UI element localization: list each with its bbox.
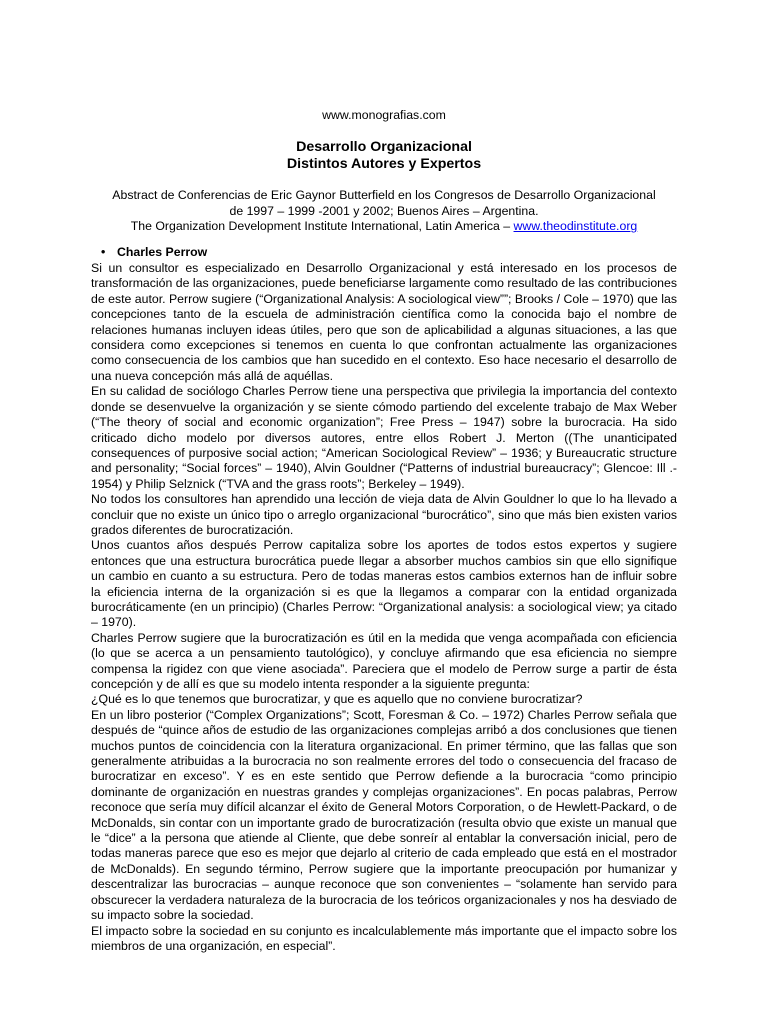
abstract-block <box>91 188 677 234</box>
document-page <box>91 108 677 954</box>
document-title: Desarrollo Organizacional <box>296 139 472 156</box>
paragraph: No todos los consultores han aprendido una lección de vieja data de Alvin Gouldner lo que lo ha llevado a concluir que no existe un único tipo o arreglo organizacional “burocrático”, sino que más bien existen varios grados diferentes de burocratización. <box>91 492 677 537</box>
paragraph: En su calidad de sociólogo Charles Perrow tiene una perspectiva que privilegia la importancia del contexto donde se desenvuelve la organización y se siente cómodo partiendo del excelente trabajo de Max Weber (“The theory of social and economic organization”; Free Press – 1947) sobre la burocracia. Ha sido criticado dicho modelo por diversos autores, entre ellos Robert J. Merton ((The unanticipated consequences of purposive social action; “American Sociological Review” – 1936; y Bureaucratic structure and personality; “Social forces” – 1940), Alvin Gouldner (“Patterns of industrial bureaucracy”; Glencoe: Ill .- 1954) y Philip Selznick (“TVA and the grass roots”; Berkeley – 1949). <box>91 384 677 491</box>
paragraph: Si un consultor es especializado en Desarrollo Organizacional y está interesado en los procesos de transformación de las organizaciones, puede beneficiarse largamente como resultado de las contribuciones de este autor. Perrow sugiere (“Organizational Analysis: A sociological view””; Brooks / Cole – 1970) que las concepciones tanto de la escuela de administración científica como la conocida bajo el nombre de relaciones humanas incluyen ideas útiles, pero que son de aplicabilidad a algunas situaciones, a las que considera como excepciones si tenemos en cuenta lo que confrontan actualmente las organizaciones como consecuencia de los cambios que han sucedido en el contexto. Eso hace necesario el desarrollo de una nueva concepción más allá de aquéllas. <box>91 261 677 383</box>
paragraph: El impacto sobre la sociedad en su conjunto es incalculablemente más importante que el impacto sobre los miembros de una organización, en especial”. <box>91 923 677 953</box>
site-url: www.monografias.com <box>322 108 446 122</box>
section-heading-text: Charles Perrow <box>117 244 208 259</box>
abstract-line-3 <box>91 219 677 234</box>
abstract-line-2: de 1997 – 1999 -2001 y 2002; Buenos Aires – Argentina. <box>229 203 539 218</box>
institute-link[interactable]: www.theodinstitute.org <box>513 219 638 234</box>
paragraph: Charles Perrow sugiere que la burocratización es útil en la medida que venga acompañada con eficiencia (lo que se acerca a un pensamiento tautológico), y concluye afirmando que esa eficiencia no siempre compensa la rigidez con que viene asociada”. Pareciera que el modelo de Perrow surge a partir de ésta concepción y de allí es que su modelo intenta responder a la siguiente pregunta: <box>91 630 677 691</box>
paragraph: ¿Qué es lo que tenemos que burocratizar, y que es aquello que no conviene burocratizar? <box>91 692 583 707</box>
abstract-line-1: Abstract de Conferencias de Eric Gaynor Butterfield en los Congresos de Desarrollo Organizacional <box>112 188 656 203</box>
document-subtitle: Distintos Autores y Expertos <box>286 156 482 173</box>
bullet-icon: • <box>101 244 106 259</box>
paragraph: Unos cuantos años después Perrow capitaliza sobre los aportes de todos estos expertos y sugiere entonces que una estructura burocrática puede llegar a absorber muchos cambios sin que ello signifique un cambio en cuanto a su estructura. Pero de todas maneras estos cambios externos han de influir sobre la eficiencia interna de la organización si es que la llegamos a comparar con la entidad organizada burocráticamente (en un principio) (Charles Perrow: “Organizational analysis: a sociological view; ya citado – 1970). <box>91 538 677 630</box>
section-heading <box>91 245 677 260</box>
institute-text: The Organization Development Institute International, Latin America – <box>130 219 514 234</box>
body-text <box>91 261 677 954</box>
paragraph: En un libro posterior (“Complex Organizations”; Scott, Foresman & Co. – 1972) Charles Perrow señala que después de “quince años de estudio de las organizaciones complejas arribó a dos conclusiones que tienen muchos puntos de coincidencia con la literatura organizacional. En primer término, que las fallas que son generalmente atribuidas a la burocracia no son realmente errores del todo o consecuencia del fracaso de burocratizar en exceso”. Y es en este sentido que Perrow defiende a la burocracia “como principio dominante de organización en nuestras grandes y complejas organizaciones”. En pocas palabras, Perrow reconoce que sería muy difícil alcanzar el éxito de General Motors Corporation, o de Hewlett-Packard, o de McDonalds, sin contar con un importante grado de burocratización (resulta obvio que existe un manual que le “dice” a la persona que atiende al Cliente, que debe sonreír al entablar la conversación inicial, pero de todas maneras parece que eso es mejor que dejarlo al criterio de cada empleado que está en el mostrador de McDonalds). En segundo término, Perrow sugiere que la importante preocupación por humanizar y descentralizar las burocracias – aunque reconoce que son convenientes – “solamente han servido para obscurecer la verdadera naturaleza de la burocracia de los teóricos organizacionales y nos ha desviado de su impacto sobre la sociedad. <box>91 707 677 923</box>
